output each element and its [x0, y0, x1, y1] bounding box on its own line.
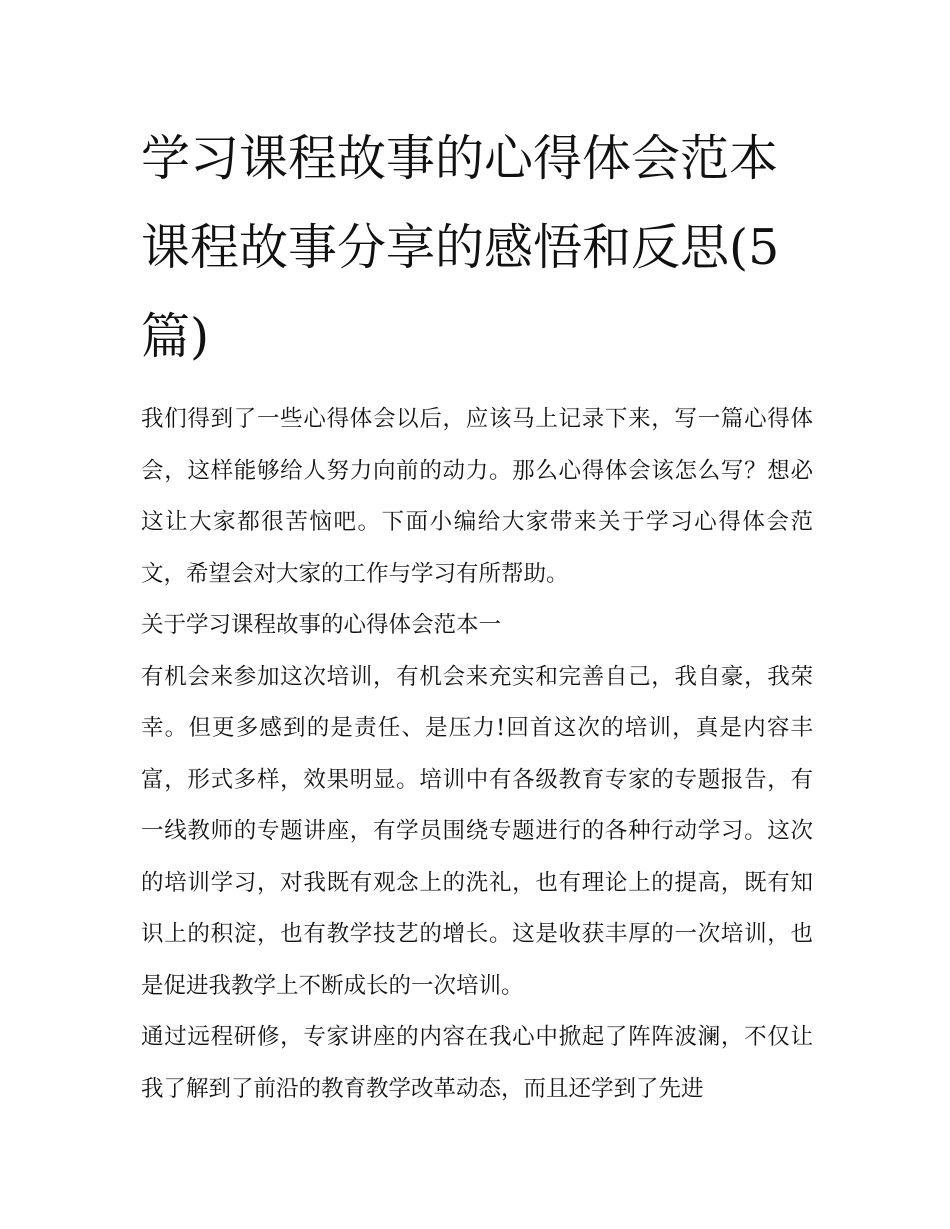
body-paragraph: 通过远程研修，专家讲座的内容在我心中掀起了阵阵波澜，不仅让我了解到了前沿的教育教学改革动态，而且还学到了先进 — [141, 1024, 813, 1102]
section-heading: 关于学习课程故事的心得体会范本一 — [141, 612, 502, 638]
document-body — [141, 394, 813, 1115]
body-paragraph: 有机会来参加这次培训，有机会来充实和完善自己，我自豪，我荣幸。但更多感到的是责任、是压力!回首这次的培训，真是内容丰富，形式多样，效果明显。培训中有各级教育专家的专题报告，有一线教师的专题讲座，有学员围绕专题进行的各种行动学习。这次的培训学习，对我既有观念上的洗礼，也有理论上的提高，既有知识上的积淀，也有教学技艺的增长。这是收获丰厚的一次培训，也是促进我教学上不断成长的一次培训。 — [141, 663, 813, 999]
document-page — [141, 114, 813, 1115]
document-title: 学习课程故事的心得体会范本课程故事分享的感悟和反思(5篇) — [141, 130, 780, 365]
intro-paragraph: 我们得到了一些心得体会以后，应该马上记录下来，写一篇心得体会，这样能够给人努力向前的动力。那么心得体会该怎么写？想必这让大家都很苦恼吧。下面小编给大家带来关于学习心得体会范文，希望会对大家的工作与学习有所帮助。 — [141, 406, 813, 587]
